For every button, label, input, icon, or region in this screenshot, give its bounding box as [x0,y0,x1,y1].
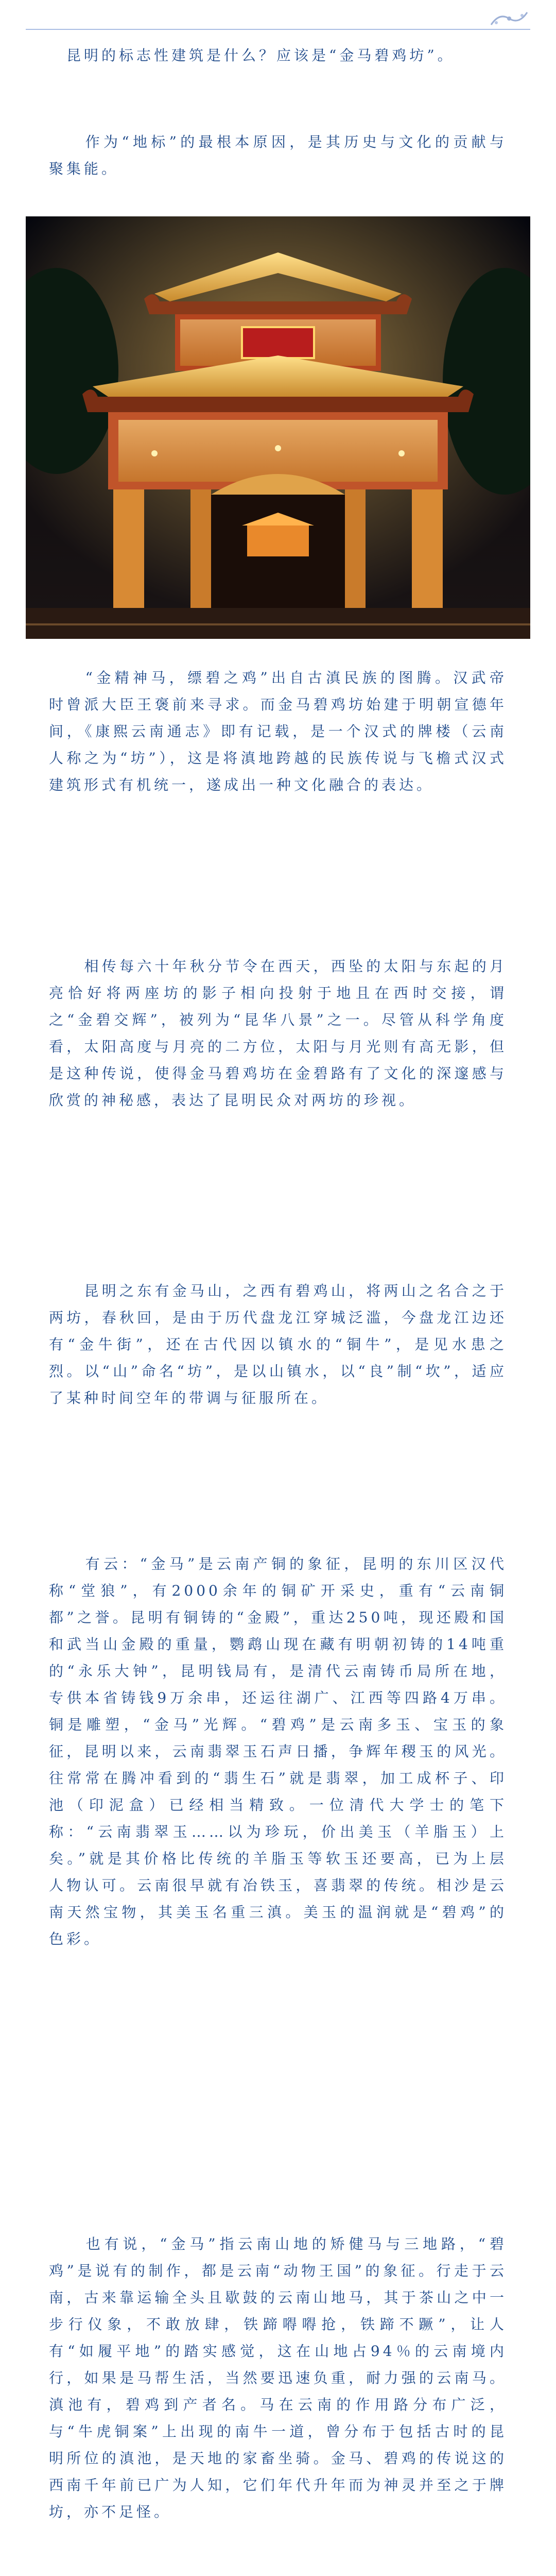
paragraph-7: 也有说，“金马”指云南山地的矫健马与三地路，“碧鸡”是说有的制作，都是云南“动物王国”的象征。行走于云南，古来靠运输全头且歇鼓的云南山地马，其于茶山之中一步行仪象，不敢放肆，铁蹄嘚嘚抢，铁蹄不蹶”，让人有“如履平地”的踏实感觉，这在山地占94％的云南境内行，如果是马帮生活，当然要迅速负重，耐力强的云南马。滇池有，碧鸡到产者名。马在云南的作用路分布广泛，与“牛虎铜案”上出现的南牛一道，曾分布于包括古时的昆明所位的滇池，是天地的家畜坐骑。金马、碧鸡的传说这的西南千年前已广为人知，它们年代升年而为神灵并至之于牌坊，亦不足怪。 [49,2235,507,2520]
top-divider [26,29,530,30]
photo-jinma-arch [26,216,530,639]
paragraph-6: 有云：“金马”是云南产铜的象征，昆明的东川区汉代称“堂狼”，有2000余年的铜矿开采史，重有“云南铜都”之誉。昆明有铜铸的“金殿”，重达250吨，现还殿和国和武当山金殿的重量，鹦鹉山现在藏有明朝初铸的14吨重的“永乐大钟”，昆明钱局有，是清代云南铸币局所在地，专供本省铸钱9万余串，还运往湖广、江西等四路4万串。铜是雕塑，“金马”光辉。“碧鸡”是云南多玉、宝玉的象征，昆明以来，云南翡翠玉石声日播，争辉年稷玉的风光。往常常在腾冲看到的“翡生石”就是翡翠，加工成杯子、印池（印泥盒）已经相当精致。一位清代大学士的笔下称：“云南翡翠玉……以为珍玩，价出美玉（羊脂玉）上矣。”就是其价格比传统的羊脂玉等软玉还要高，已为上层人物认可。云南很早就有冶铁玉，喜翡翠的传统。相沙是云南天然宝物，其美玉名重三滇。美玉的温润就是“碧鸡”的色彩。 [49,1555,507,1947]
corner-ornament-icon [489,9,529,28]
paragraph-1: 昆明的标志性建筑是什么？应该是“金马碧鸡坊”。 [49,47,455,64]
paragraph-3: “金精神马，缥碧之鸡”出自古滇民族的图腾。汉武帝时曾派大臣王褒前来寻求。而金马碧鸡坊始建于明朝宣德年间，《康熙云南通志》即有记载，是一个汉式的牌楼（云南人称之为“坊”），这是将滇地跨越的民族传说与飞檐式汉式建筑形式有机统一，遂成出一种文化融合的表达。 [49,669,507,793]
paragraph-4: 相传每六十年秋分节令在西天，西坠的太阳与东起的月亮恰好将两座坊的影子相向投射于地且在西时交接，谓之“金碧交辉”，被列为“昆华八景”之一。尽管从科学角度看，太阳高度与月亮的二方位，太阳与月光则有高无影，但是这种传说，使得金马碧鸡坊在金碧路有了文化的深邃感与欣赏的神秘感，表达了昆明民众对两坊的珍视。 [49,958,507,1109]
paragraph-5: 昆明之东有金马山，之西有碧鸡山，将两山之名合之于两坊，春秋回，是由于历代盘龙江穿城泛滥，今盘龙江边还有“金牛街”，还在古代因以镇水的“铜牛”，是见水患之烈。以“山”命名“坊”，是以山镇水，以“良”制“坎”，适应了某种时间空年的带调与征服所在。 [49,1282,507,1406]
paragraph-2: 作为“地标”的最根本原因，是其历史与文化的贡献与聚集能。 [49,133,507,177]
jinma-arch-image [26,216,530,639]
